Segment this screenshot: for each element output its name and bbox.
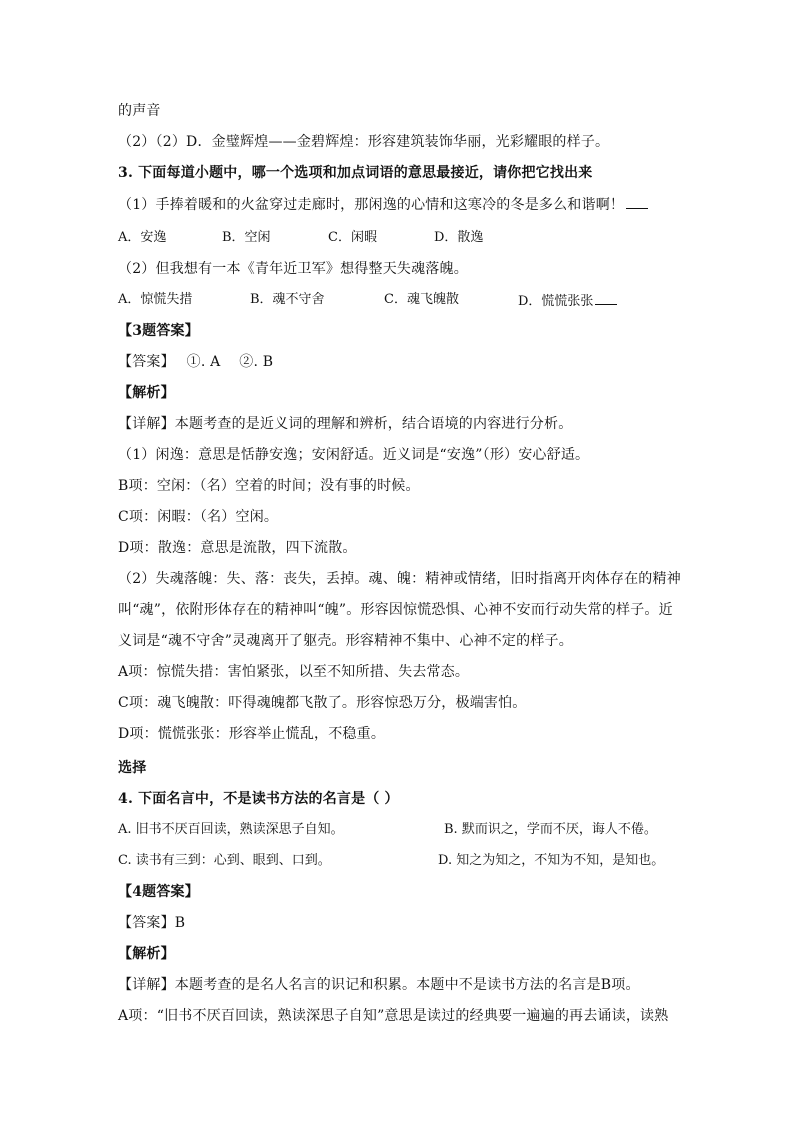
option-3-1-b: B．空闲 — [222, 230, 271, 245]
option-4-a: A. 旧书不厌百回读，熟读深思子自知。 — [118, 822, 344, 837]
option-3-1-d: D．散逸 — [434, 230, 484, 245]
answer-3: 【答案】 ①. A ②. B — [118, 354, 274, 370]
analysis-4-header: 【解析】 — [118, 946, 175, 962]
explanation-line: 叫“魂”，依附形体存在的精神叫“魄”。形容因惊慌恐惧、心神不安而行动失常的样子。近 — [118, 602, 673, 618]
text-line: 的声音 — [118, 103, 161, 119]
question-3-1-text: （1）手捧着暖和的火盆穿过走廊时，那闲逸的心情和这寒冷的冬是多么和谐啊！ — [118, 197, 625, 213]
explanation-line: 义词是“魂不守舍”灵魂离开了躯壳。形容精神不集中、心神不定的样子。 — [118, 633, 573, 649]
option-4-b: B. 默而识之，学而不厌，诲人不倦。 — [444, 822, 657, 837]
option-3-1-a: A．安逸 — [118, 230, 167, 245]
answer-4: 【答案】B — [118, 915, 186, 931]
explanation-line: （2）失魂落魄：失、落：丧失，丢掉。魂、魄：精神或情绪，旧时指离开肉体存在的精神 — [118, 571, 681, 587]
explanation-line: C项：魂飞魄散：吓得魂魄都飞散了。形容惊恐万分，极端害怕。 — [118, 695, 527, 711]
explanation-line: （1）闲逸：意思是恬静安逸；安闲舒适。近义词是“安逸”（形）安心舒适。 — [118, 447, 590, 463]
section-title: 选择 — [118, 760, 147, 776]
analysis-3-header: 【解析】 — [118, 385, 175, 401]
explanation-line: D项：慌慌张张：形容举止慌乱，不稳重。 — [118, 726, 386, 742]
question-4-title: 4. 下面名言中，不是读书方法的名言是（ ） — [118, 791, 399, 807]
option-3-2-c: C．魂飞魄散 — [384, 292, 459, 307]
option-3-2-a: A．惊慌失措 — [118, 292, 193, 307]
question-3-title: 3. 下面每道小题中，哪一个选项和加点词语的意思最接近，请你把它找出来 — [118, 165, 593, 181]
option-4-c: C. 读书有三到：心到、眼到、口到。 — [118, 853, 331, 868]
explanation-line: C项：闲暇：（名）空闲。 — [118, 509, 279, 525]
explanation-line: B项：空闲：（名）空着的时间；没有事的时候。 — [118, 478, 420, 494]
answer-3-header: 【3题答案】 — [118, 323, 199, 339]
text-line: （2）（2）D．金璧辉煌——金碧辉煌：形容建筑装饰华丽，光彩耀眼的样子。 — [118, 134, 610, 150]
explanation-line: 【详解】本题考查的是名人名言的识记和积累。本题中不是读书方法的名言是B项。 — [118, 977, 640, 993]
answer-blank — [595, 290, 617, 305]
explanation-line: A项：“旧书不厌百回读，熟读深思子自知”意思是读过的经典要一遍遍的再去诵读，读熟 — [118, 1008, 669, 1024]
answer-blank — [626, 194, 648, 209]
question-3-1-stem — [118, 194, 694, 215]
explanation-line: 【详解】本题考查的是近义词的理解和辨析，结合语境的内容进行分析。 — [118, 416, 573, 432]
option-3-2-b: B．魂不守舍 — [250, 292, 325, 307]
option-3-2-d: D．慌慌张张 — [518, 294, 594, 309]
explanation-line: D项：散逸：意思是流散，四下流散。 — [118, 540, 357, 556]
answer-4-header: 【4题答案】 — [118, 884, 199, 900]
option-3-2-d-row — [518, 290, 617, 312]
question-3-2-stem: （2）但我想有一本《青年近卫军》想得整天失魂落魄。 — [118, 261, 468, 277]
option-4-d: D. 知之为知之，不知为不知，是知也。 — [438, 853, 665, 868]
option-3-1-c: C．闲暇 — [328, 230, 377, 245]
explanation-line: A项：惊慌失措：害怕紧张，以至不知所措、失去常态。 — [118, 664, 470, 680]
